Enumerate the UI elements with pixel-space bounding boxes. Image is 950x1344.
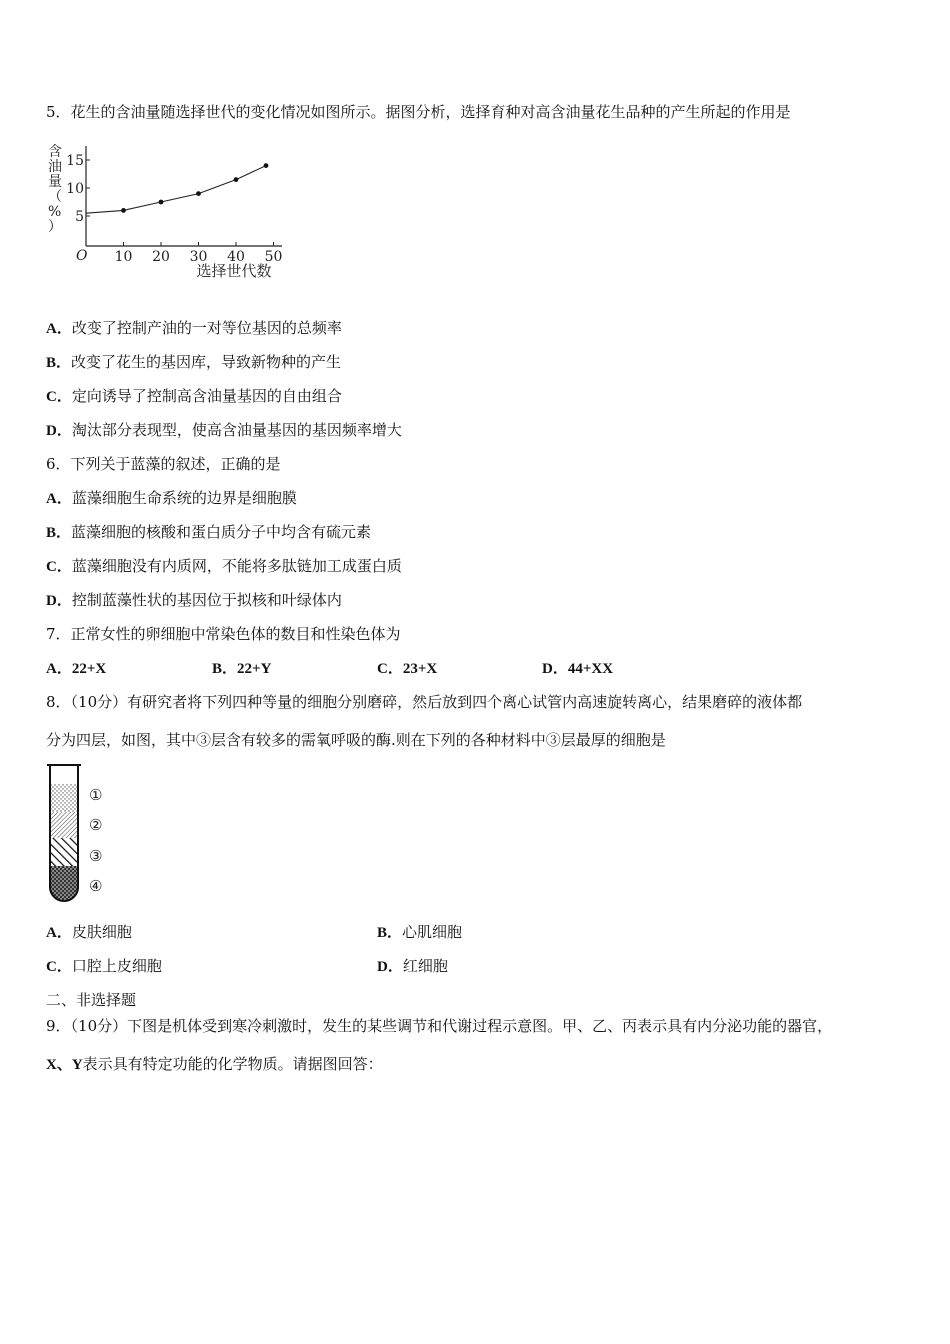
q8-options-row-2 — [46, 956, 846, 976]
option-letter: A． — [46, 491, 72, 507]
y-label-char: 含 — [48, 144, 62, 160]
option-letter: C． — [46, 559, 72, 575]
question-score: （10分） — [70, 693, 128, 711]
x-tick-label: 50 — [264, 249, 283, 265]
question-9-line-2 — [46, 1054, 383, 1075]
layer-2 — [50, 812, 78, 838]
q8-option-a[interactable] — [46, 922, 132, 943]
data-point — [159, 200, 164, 205]
q8-option-d[interactable] — [377, 956, 448, 977]
y-label-char: ） — [48, 219, 62, 235]
question-5 — [46, 102, 791, 122]
option-letter: C． — [46, 389, 72, 405]
layer-labels — [89, 786, 102, 895]
option-letter: D． — [542, 661, 568, 677]
y-tick-label: 15 — [66, 153, 84, 169]
question-text: 下图是机体受到寒冷刺激时，发生的某些调节和代谢过程示意图。甲、乙、丙表示具有内分泌功能的器官， — [127, 1017, 833, 1035]
x-tick-label: 20 — [152, 249, 170, 265]
question-score: （10分） — [70, 1017, 128, 1035]
q7-option-c[interactable] — [377, 658, 437, 679]
q7-options-row — [46, 658, 846, 678]
option-text: 皮肤细胞 — [71, 923, 132, 941]
option-letter: B． — [212, 661, 238, 677]
option-text: 心肌细胞 — [402, 923, 463, 941]
option-text: 改变了花生的基因库，导致新物种的产生 — [71, 353, 342, 371]
option-text: 控制蓝藻性状的基因位于拟核和叶绿体内 — [71, 591, 342, 609]
question-8-line-2 — [46, 730, 666, 750]
series-line — [86, 166, 266, 214]
option-letter: D． — [46, 593, 72, 609]
origin-label: O — [76, 248, 88, 264]
question-9-line-1 — [46, 1016, 832, 1036]
question-text: 正常女性的卵细胞中常染色体的数目和性染色体为 — [70, 625, 401, 643]
question-6 — [46, 454, 281, 474]
option-letter: D． — [46, 423, 72, 439]
data-point — [121, 208, 126, 213]
q8-option-c[interactable] — [46, 956, 162, 977]
option-letter: A． — [46, 321, 72, 337]
option-text: 22+Y — [237, 661, 272, 677]
q5-option-a[interactable] — [46, 318, 342, 339]
option-letter: C． — [46, 959, 72, 975]
question-8-line-1 — [46, 692, 802, 712]
y-label-char: （ — [48, 189, 62, 205]
q5-option-b[interactable] — [46, 352, 341, 373]
option-text: 22+X — [71, 661, 107, 677]
data-point — [264, 163, 269, 168]
q6-option-b[interactable] — [46, 522, 371, 543]
question-number: 6． — [46, 455, 71, 473]
layer-label: ② — [89, 816, 103, 834]
question-text: 花生的含油量随选择世代的变化情况如图所示。据图分析，选择育种对高含油量花生品种的产生所起的作用是 — [70, 103, 791, 121]
y-label-char: 油 — [48, 159, 62, 175]
xy-label: X、Y — [46, 1057, 83, 1073]
q6-option-c[interactable] — [46, 556, 402, 577]
question-text: 有研究者将下列四种等量的细胞分别磨碎，然后放到四个离心试管内高速旋转离心，结果磨碎的液体都 — [127, 693, 803, 711]
x-axis-label: 选择世代数 — [196, 262, 272, 280]
section-heading: 二、非选择题 — [46, 991, 137, 1009]
q7-option-a[interactable] — [46, 658, 106, 679]
layer-label: ③ — [89, 847, 103, 865]
option-text: 蓝藻细胞的核酸和蛋白质分子中均含有硫元素 — [71, 523, 372, 541]
q7-option-d[interactable] — [542, 658, 613, 679]
question-number: 8． — [46, 693, 71, 711]
data-points — [121, 163, 268, 213]
layer-label: ④ — [89, 877, 103, 895]
y-tick-label: 5 — [75, 209, 84, 225]
layer-3 — [50, 838, 78, 866]
option-letter: A． — [46, 925, 72, 941]
option-letter: B． — [377, 925, 403, 941]
question-text: 下列关于蓝藻的叙述，正确的是 — [70, 455, 281, 473]
x-tick-label: 10 — [114, 249, 133, 265]
option-letter: A． — [46, 661, 72, 677]
q6-option-d[interactable] — [46, 590, 342, 611]
q8-option-b[interactable] — [377, 922, 462, 943]
y-label-char: 量 — [48, 174, 62, 190]
data-point — [234, 177, 239, 182]
x-tick-label: 40 — [227, 249, 245, 265]
option-text: 口腔上皮细胞 — [71, 957, 162, 975]
option-text: 红细胞 — [402, 957, 448, 975]
question-7 — [46, 624, 401, 644]
q7-option-b[interactable] — [212, 658, 271, 679]
q6-option-a[interactable] — [46, 488, 297, 509]
question-number: 7． — [46, 625, 71, 643]
oil-content-chart — [44, 140, 294, 285]
question-text: 分为四层，如图，其中③层含有较多的需氧呼吸的酶.则在下列的各种材料中③层最厚的细胞是 — [46, 731, 666, 749]
question-number: 5． — [46, 103, 71, 121]
q8-options-row-1 — [46, 922, 846, 942]
option-text: 淘汰部分表现型，使高含油量基因的基因频率增大 — [71, 421, 402, 439]
centrifuge-tube-diagram — [44, 762, 114, 912]
option-letter: B． — [46, 525, 72, 541]
layer-1 — [50, 784, 78, 812]
question-number: 9． — [46, 1017, 71, 1035]
option-text: 蓝藻细胞生命系统的边界是细胞膜 — [71, 489, 297, 507]
q5-option-d[interactable] — [46, 420, 402, 441]
option-text: 改变了控制产油的一对等位基因的总频率 — [71, 319, 342, 337]
option-text: 44+XX — [567, 661, 614, 677]
layer-label: ① — [89, 786, 103, 804]
option-text: 蓝藻细胞没有内质网，不能将多肽链加工成蛋白质 — [71, 557, 402, 575]
y-tick-label: 10 — [66, 181, 84, 197]
option-letter: B． — [46, 355, 72, 371]
y-label-char: % — [48, 204, 62, 220]
option-letter: C． — [377, 661, 403, 677]
data-point — [196, 191, 201, 196]
q5-option-c[interactable] — [46, 386, 342, 407]
y-axis-label — [48, 144, 62, 235]
option-text: 定向诱导了控制高含油量基因的自由组合 — [71, 387, 342, 405]
x-tick-label: 30 — [189, 249, 208, 265]
option-letter: D． — [377, 959, 403, 975]
option-text: 23+X — [402, 661, 438, 677]
question-text: 表示具有特定功能的化学物质。请据图回答： — [82, 1055, 383, 1073]
